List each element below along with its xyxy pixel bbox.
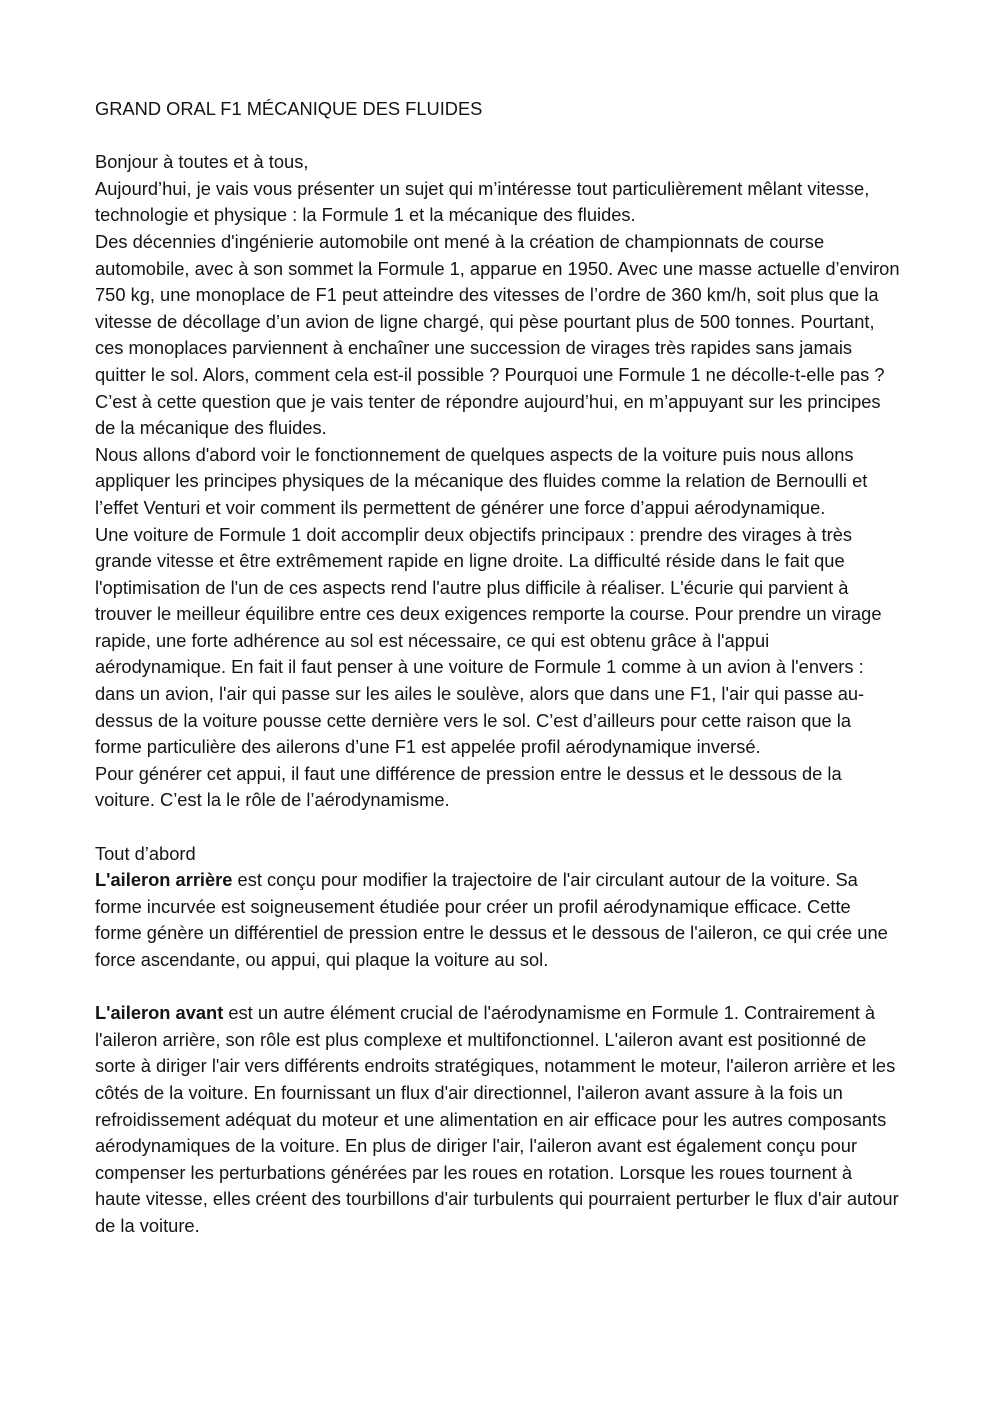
blank-line bbox=[95, 123, 900, 150]
intro-paragraph: Une voiture de Formule 1 doit accomplir deux objectifs principaux : prendre des virages à très grande vitesse et être extrêmement rapide en ligne droite. La difficulté réside dans le fait que l'optimisation de l'un de ces aspects rend l'autre plus difficile à réaliser. L'écurie qui parvient à trouver le meilleur équilibre entre ces deux exigences remporte la course. Pour prendre un virage rapide, une forte adhérence au sol est nécessaire, ce qui est obtenu grâce à l'appui aérodynamique. En fait il faut penser à une voiture de Formule 1 comme à un avion à l'envers : dans un avion, l'air qui passe sur les ailes le soulève, alors que dans une F1, l'air qui passe au-dessus de la voiture pousse cette dernière vers le sol. C’est d’ailleurs pour cette raison que la forme particulière des ailerons d’une F1 est appelée profil aérodynamique inversé. bbox=[95, 523, 882, 758]
blank-line bbox=[95, 814, 900, 841]
rear-wing-paragraph bbox=[95, 867, 900, 973]
front-wing-paragraph bbox=[95, 1000, 900, 1239]
front-wing-term: L'aileron avant bbox=[95, 1002, 224, 1024]
intro-paragraph: Nous allons d'abord voir le fonctionnement de quelques aspects de la voiture puis nous allons appliquer les principes physiques de la mécanique des fluides comme la relation de Bernoulli et l’effet Venturi et voir comment ils permettent de générer une force d’appui aérodynamique. bbox=[95, 443, 868, 518]
greeting: Bonjour à toutes et à tous, bbox=[95, 151, 309, 173]
rear-wing-term: L'aileron arrière bbox=[95, 869, 233, 891]
intro-paragraph: Aujourd’hui, je vais vous présenter un sujet qui m’intéresse tout particulièrement mêlant vitesse, technologie et physique : la Formule 1 et la mécanique des fluides. bbox=[95, 177, 870, 226]
rear-wing-text: est conçu pour modifier la trajectoire de l'air circulant autour de la voiture. Sa forme incurvée est soigneusement étudiée pour créer un profil aérodynamique efficace. Cette forme génère un différentiel de pression entre le dessus et le dessous de l'aileron, ce qui crée une force ascendante, ou appui, qui plaque la voiture au sol. bbox=[95, 869, 888, 970]
document-page bbox=[95, 96, 900, 1240]
blank-line bbox=[95, 974, 900, 1001]
intro-paragraph: Des décennies d'ingénierie automobile ont mené à la création de championnats de course automobile, avec à son sommet la Formule 1, apparue en 1950. Avec une masse actuelle d’environ 750 kg, une monoplace de F1 peut atteindre des vitesses de l’ordre de 360 km/h, soit plus que la vitesse de décollage d’un avion de ligne chargé, qui pèse pourtant plus de 500 tonnes. Pourtant, ces monoplaces parviennent à enchaîner une succession de virages très rapides sans jamais quitter le sol. Alors, comment cela est-il possible ? Pourquoi une Formule 1 ne décolle-t-elle pas ? C’est à cette question que je vais tenter de répondre aujourd’hui, en m’appuyant sur les principes de la mécanique des fluides. bbox=[95, 230, 900, 439]
intro-paragraph: Pour générer cet appui, il faut une différence de pression entre le dessus et le dessous de la voiture. C’est la le rôle de l’aérodynamisme. bbox=[95, 762, 842, 811]
document-title: GRAND ORAL F1 MÉCANIQUE DES FLUIDES bbox=[95, 98, 483, 119]
section-intro: Tout d’abord bbox=[95, 842, 196, 864]
front-wing-text: est un autre élément crucial de l'aérodynamisme en Formule 1. Contrairement à l'aileron arrière, son rôle est plus complexe et multifonctionnel. L'aileron avant est positionné de sorte à diriger l'air vers différents endroits stratégiques, notamment le moteur, l'aileron arrière et les côtés de la voiture. En fournissant un flux d'air directionnel, l'aileron avant assure à la fois un refroidissement adéquat du moteur et une alimentation en air efficace pour les autres composants aérodynamiques de la voiture. En plus de diriger l'air, l'aileron avant est également conçu pour compenser les perturbations générées par les roues en rotation. Lorsque les roues tournent à haute vitesse, elles créent des tourbillons d'air turbulents qui pourraient perturber le flux d'air autour de la voiture. bbox=[95, 1002, 899, 1236]
